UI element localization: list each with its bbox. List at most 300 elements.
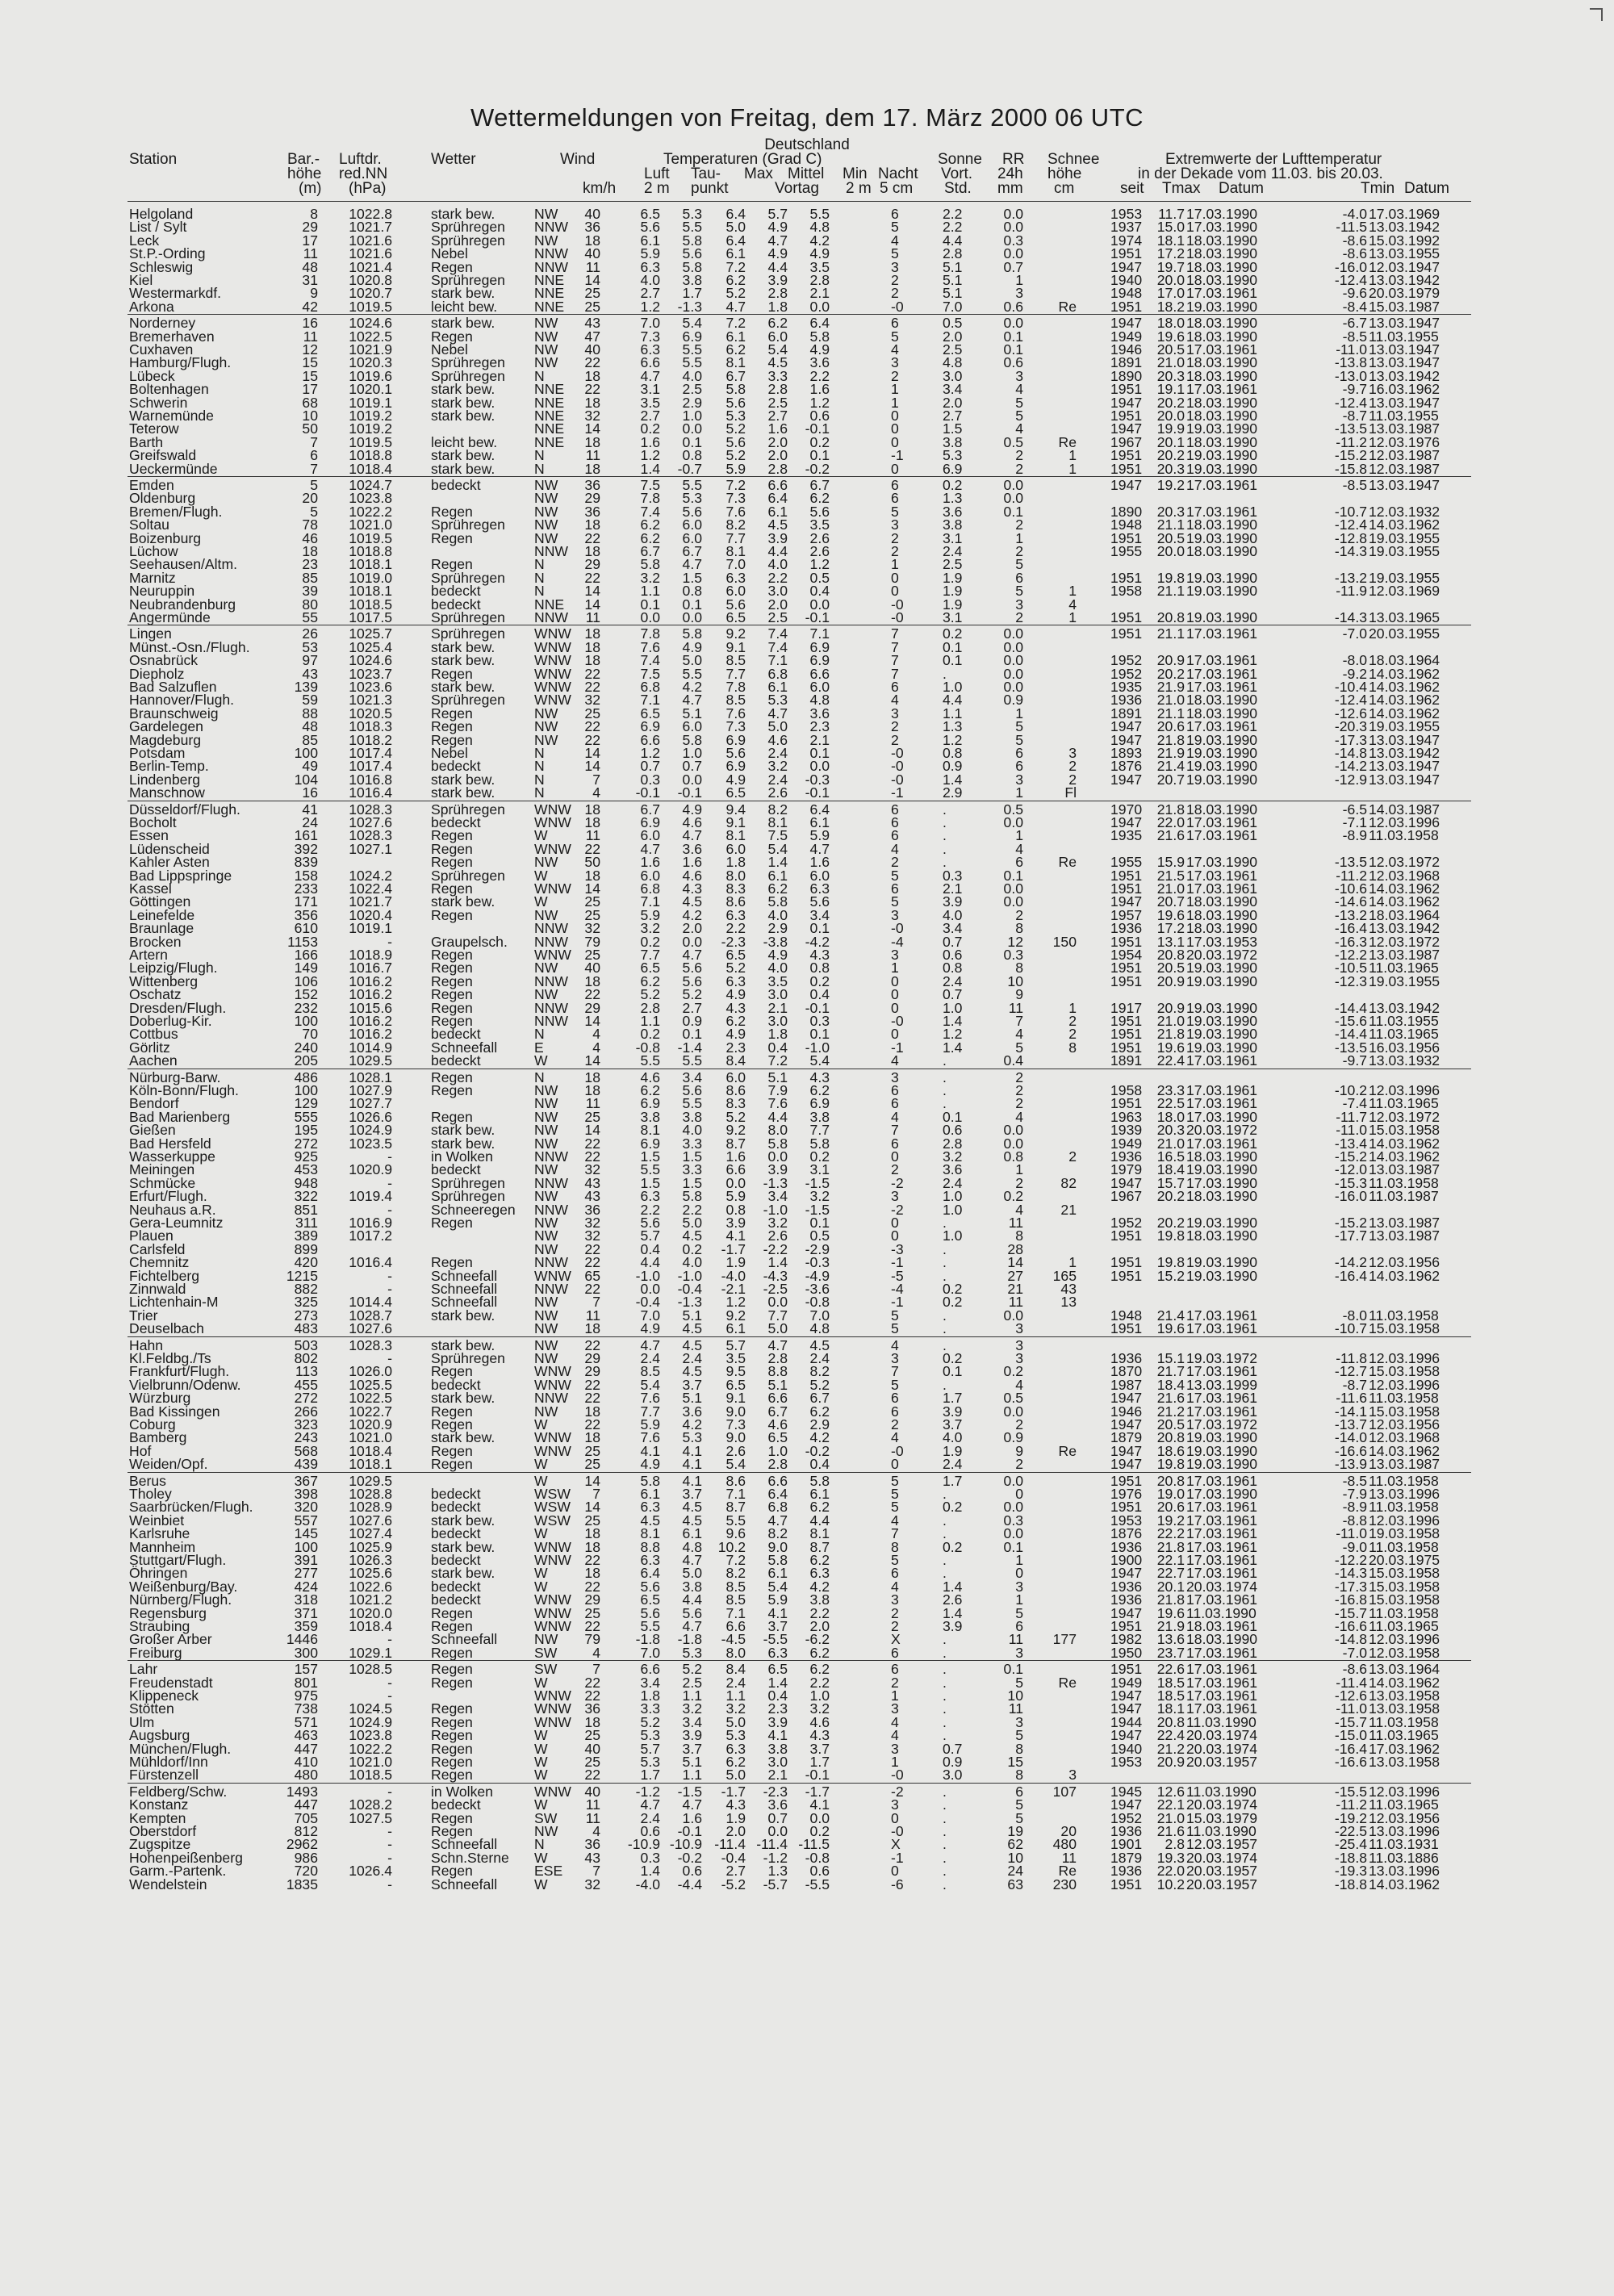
cell-tmax-date: 19.03.1990 [1186, 529, 1258, 546]
cell-temp-dew: 5.8 [682, 258, 702, 275]
cell-since-year: 1967 [1110, 1188, 1143, 1205]
table-row [0, 829, 1614, 842]
cell-temp-dew: 3.4 [682, 1713, 702, 1730]
cell-tmax-date: 17.03.1961 [1186, 1390, 1258, 1407]
cell-bar-height: 39 [302, 583, 318, 600]
cell-temp-night: 5 [891, 867, 899, 884]
cell-temp-min: 3.8 [809, 1108, 830, 1125]
cell-temp-air: 1.4 [640, 1863, 660, 1880]
cell-bar-height: 812 [294, 1823, 318, 1839]
cell-temp-max: 4.9 [725, 986, 746, 1003]
cell-tmin: -15.2 [1334, 447, 1367, 464]
cell-tmax-date: 13.03.1999 [1186, 1376, 1258, 1393]
cell-tmax: 21.0 [1156, 880, 1185, 897]
cell-station: Berus [129, 1472, 166, 1489]
cell-tmin: -16.6 [1334, 1618, 1367, 1634]
header-rr-1: RR [1002, 151, 1025, 168]
cell-sun: 3.4 [943, 381, 963, 398]
cell-tmax-date: 18.03.1990 [1186, 328, 1258, 345]
cell-temp-max: 9.0 [725, 1403, 746, 1420]
cell-wind-dir: WNW [534, 1376, 571, 1393]
cell-since-year: 1940 [1110, 272, 1143, 288]
cell-snow: 1 [1068, 609, 1077, 625]
cell-rain: 0.0 [1003, 1472, 1023, 1489]
cell-tmin-date: 13.03.1947 [1369, 315, 1440, 332]
cell-pressure: - [387, 1201, 392, 1218]
cell-temp-air: 7.0 [640, 1644, 660, 1661]
cell-temp-min: 4.7 [809, 840, 830, 857]
table-row [0, 1565, 1614, 1582]
cell-sun: 1.4 [943, 771, 963, 788]
cell-tmin-date: 11.03.1958 [1369, 1174, 1439, 1191]
cell-tmin: -13.5 [1334, 854, 1367, 871]
cell-wind-speed: 18 [584, 394, 600, 411]
cell-tmin: -11.0 [1336, 1525, 1367, 1542]
cell-temp-air: 7.6 [640, 1429, 660, 1446]
cell-station: Essen [129, 827, 169, 844]
cell-bar-height: 171 [294, 893, 318, 910]
cell-tmin: -11.2 [1336, 867, 1367, 884]
cell-since-year: 1890 [1110, 503, 1143, 520]
cell-rain: 5 [1015, 1727, 1023, 1744]
table-row [0, 422, 1614, 435]
cell-pressure: 1016.9 [349, 1215, 392, 1231]
cell-tmin: -14.1 [1334, 1403, 1367, 1420]
cell-wind-speed: 14 [584, 1052, 600, 1069]
cell-pressure: - [387, 1836, 392, 1853]
cell-temp-night: 5 [891, 328, 899, 345]
cell-station: Freiburg [129, 1644, 182, 1661]
cell-temp-max: 0.0 [725, 1174, 746, 1191]
cell-tmax-date: 19.03.1990 [1186, 1026, 1258, 1043]
cell-temp-dew: 6.0 [682, 516, 702, 533]
cell-temp-max: 6.3 [725, 1740, 746, 1757]
cell-tmin: -13.2 [1334, 569, 1367, 586]
cell-tmin-date: 12.03.1996 [1369, 1631, 1440, 1648]
cell-station: Görlitz [129, 1039, 170, 1056]
cell-station: Bad Salzuflen [129, 679, 217, 695]
cell-temp-dew: -4.4 [677, 1876, 702, 1892]
cell-since-year: 1951 [1110, 1876, 1143, 1892]
cell-tmin: -14.3 [1334, 609, 1367, 625]
cell-sun: 2.2 [943, 219, 963, 236]
cell-temp-air: -0.8 [635, 1039, 660, 1056]
cell-sun: 0.1 [943, 638, 963, 655]
cell-bar-height: 23 [302, 556, 318, 573]
cell-tmin: -8.5 [1342, 1472, 1367, 1489]
cell-temp-min: -1.0 [805, 1039, 830, 1056]
cell-temp-night: -6 [891, 1876, 904, 1892]
cell-wind-dir: W [534, 1740, 548, 1757]
cell-tmax-date: 20.03.1974 [1186, 1578, 1258, 1595]
cell-tmin-date: 12.03.1972 [1369, 1108, 1440, 1125]
cell-since-year: 1946 [1110, 341, 1143, 358]
cell-pressure: 1027.5 [349, 1809, 392, 1826]
cell-temp-min: 0.3 [809, 1013, 830, 1029]
cell-wind-speed: 22 [584, 1254, 600, 1271]
cell-sun: 2.5 [943, 341, 963, 358]
cell-tmax-date: 19.03.1972 [1186, 1350, 1258, 1366]
cell-tmin-date: 20.03.1975 [1369, 1552, 1440, 1568]
cell-pressure: 1019.2 [349, 420, 392, 437]
cell-wind-speed: 25 [584, 1604, 600, 1621]
cell-temp-air: 6.9 [640, 1095, 660, 1112]
cell-temp-dew: 3.2 [682, 1700, 702, 1717]
cell-bar-height: 1215 [286, 1267, 318, 1284]
header-sonne-1: Sonne [938, 151, 982, 168]
cell-pressure: 1024.5 [349, 1700, 392, 1717]
cell-pressure: 1029.5 [349, 1472, 392, 1489]
cell-temp-max: 1.8 [725, 854, 746, 871]
cell-since-year: 1891 [1110, 1052, 1143, 1069]
cell-temp-mean: 6.0 [767, 328, 788, 345]
cell-tmax: 15.7 [1156, 1174, 1185, 1191]
cell-snow: 20 [1060, 1823, 1077, 1839]
cell-bar-height: 240 [294, 1039, 318, 1056]
table-row [0, 449, 1614, 462]
cell-wind-dir: NNW [534, 609, 569, 625]
cell-wind-speed: 22 [584, 1135, 600, 1152]
cell-station: Würzburg [129, 1390, 191, 1407]
cell-tmax: 22.2 [1156, 1525, 1185, 1542]
cell-wind-dir: NNE [534, 381, 565, 398]
cell-temp-dew: 5.1 [682, 1307, 702, 1324]
cell-rain: 2 [1015, 1456, 1023, 1473]
cell-temp-max: 8.2 [725, 1565, 746, 1582]
cell-temp-min: 4.3 [809, 1069, 830, 1085]
cell-sun: 1.0 [943, 999, 963, 1016]
cell-pressure: 1024.9 [349, 1713, 392, 1730]
cell-temp-max: 2.3 [725, 1039, 746, 1056]
cell-temp-mean: 7.4 [767, 625, 788, 642]
cell-temp-min: -4.2 [805, 933, 830, 950]
cell-wind-speed: 18 [584, 1713, 600, 1730]
cell-tmax: 11.7 [1158, 206, 1185, 222]
cell-weather: Regen [431, 827, 473, 844]
cell-tmin: -14.2 [1334, 758, 1367, 775]
cell-tmax: 21.5 [1156, 867, 1185, 884]
cell-tmax: 21.9 [1156, 1618, 1185, 1634]
cell-temp-max: 6.7 [725, 367, 746, 384]
cell-since-year: 1951 [1110, 1013, 1143, 1029]
cell-tmax: 18.5 [1156, 1687, 1185, 1704]
cell-pressure: - [387, 1783, 392, 1800]
cell-temp-air: 0.3 [640, 771, 660, 788]
cell-temp-dew: 0.0 [682, 609, 702, 625]
cell-wind-speed: 18 [584, 972, 600, 989]
cell-rain: 0.0 [1003, 665, 1023, 682]
cell-temp-night: 3 [891, 1740, 899, 1757]
cell-temp-dew: -1.8 [677, 1631, 702, 1648]
cell-sun: 4.0 [943, 1429, 963, 1446]
cell-station: Oschatz [129, 986, 182, 1003]
cell-temp-dew: 5.8 [682, 1188, 702, 1205]
cell-temp-air: 7.4 [640, 503, 660, 520]
cell-weather: Regen [431, 854, 473, 871]
cell-temp-mean: 8.0 [767, 1122, 788, 1139]
cell-temp-min: 4.8 [809, 1320, 830, 1337]
cell-snow: 2 [1068, 771, 1077, 788]
cell-station: Lahr [129, 1661, 158, 1678]
cell-station: Berlin-Temp. [129, 758, 209, 775]
cell-rain: 0.3 [1003, 232, 1023, 249]
group-rule [128, 476, 1471, 477]
cell-temp-min: 0.0 [809, 758, 830, 775]
cell-rain: 3 [1015, 1350, 1023, 1366]
cell-temp-mean: 3.9 [767, 529, 788, 546]
cell-tmax: 20.7 [1156, 893, 1185, 910]
cell-temp-dew: 4.6 [682, 867, 702, 884]
cell-sun: 0.2 [943, 1538, 963, 1555]
cell-tmax-date: 17.03.1961 [1186, 341, 1258, 358]
cell-tmin-date: 13.03.1996 [1369, 1823, 1440, 1839]
cell-rain: 0.8 [1003, 1148, 1023, 1165]
cell-rain: 2 [1015, 447, 1023, 464]
cell-bar-height: 48 [302, 258, 318, 275]
cell-temp-min: 6.7 [809, 1390, 830, 1407]
header-schnee-2: höhe [1047, 165, 1082, 182]
cell-sun: 3.0 [943, 367, 963, 384]
cell-wind-dir: N [534, 758, 545, 775]
cell-tmin: -7.1 [1342, 814, 1367, 830]
cell-tmin-date: 13.03.1947 [1369, 341, 1440, 358]
corner-mark [1590, 8, 1603, 21]
cell-rain: 6 [1015, 758, 1023, 775]
cell-bar-height: 15 [302, 354, 318, 371]
cell-tmin: -11.6 [1336, 1390, 1367, 1407]
table-row [0, 219, 1614, 236]
cell-station: Göttingen [129, 893, 191, 910]
cell-snow: 82 [1060, 1174, 1077, 1191]
cell-temp-air: 1.2 [640, 745, 660, 761]
cell-tmax-date: 17.03.1990 [1186, 1486, 1258, 1502]
cell-temp-min: 0.1 [809, 920, 830, 937]
cell-pressure: 1027.6 [349, 1320, 392, 1337]
cell-temp-max: 6.6 [725, 1161, 746, 1178]
cell-tmax-date: 17.03.1961 [1186, 1700, 1258, 1717]
cell-tmax: 18.6 [1156, 1442, 1185, 1459]
cell-since-year: 1949 [1110, 1674, 1143, 1691]
cell-bar-height: 15 [302, 367, 318, 384]
cell-bar-height: 610 [294, 920, 318, 937]
cell-temp-dew: 0.0 [682, 771, 702, 788]
cell-rain: 0.1 [1003, 341, 1023, 358]
cell-tmin-date: 17.03.1969 [1369, 206, 1440, 222]
cell-weather: bedeckt [431, 1052, 481, 1069]
cell-weather: bedeckt [431, 1525, 481, 1542]
cell-wind-speed: 22 [584, 1618, 600, 1634]
cell-wind-speed: 25 [584, 1754, 600, 1770]
cell-since-year: 1958 [1110, 1082, 1143, 1098]
cell-weather: Regen [431, 1403, 473, 1420]
cell-temp-min: 3.4 [809, 906, 830, 923]
cell-bar-height: 106 [294, 972, 318, 989]
cell-temp-dew: -1.3 [677, 1294, 702, 1311]
table-row [0, 611, 1614, 624]
cell-since-year: 1951 [1110, 933, 1143, 950]
cell-tmin: -13.5 [1334, 420, 1367, 437]
cell-temp-air: -1.8 [635, 1631, 660, 1648]
cell-tmin-date: 13.03.1987 [1369, 1456, 1440, 1473]
cell-temp-mean: 4.1 [767, 1727, 788, 1744]
cell-rain: 0 [1015, 1486, 1023, 1502]
cell-tmin-date: 11.03.1958 [1369, 1307, 1439, 1324]
group-rule [128, 1660, 1471, 1661]
cell-station: Marnitz [129, 569, 176, 586]
cell-tmin-date: 15.03.1958 [1369, 1363, 1440, 1380]
cell-temp-dew: 1.5 [682, 1174, 702, 1191]
cell-tmax-date: 17.03.1961 [1186, 652, 1258, 669]
cell-rain: 2 [1015, 543, 1023, 559]
cell-tmax-date: 15.03.1979 [1186, 1809, 1258, 1826]
cell-temp-mean: 2.4 [767, 771, 788, 788]
cell-temp-mean: 4.5 [767, 354, 788, 371]
cell-sun: . [943, 1240, 947, 1257]
cell-weather: stark bew. [431, 638, 495, 655]
cell-weather: stark bew. [431, 1512, 495, 1529]
cell-bar-height: 55 [302, 609, 318, 625]
cell-tmin: -8.7 [1342, 408, 1367, 424]
cell-temp-night: 7 [891, 638, 899, 655]
cell-since-year: 1947 [1110, 1796, 1143, 1813]
cell-wind-speed: 18 [584, 652, 600, 669]
cell-wind-speed: 7 [592, 1661, 600, 1678]
cell-temp-dew: 0.2 [682, 1240, 702, 1257]
cell-rain: 0.0 [1003, 679, 1023, 695]
cell-tmax: 21.7 [1156, 1363, 1185, 1380]
cell-bar-height: 17 [302, 232, 318, 249]
cell-weather: Regen [431, 1069, 473, 1085]
cell-tmin: -8.6 [1342, 245, 1367, 262]
header-extrem-seit: seit [1120, 180, 1144, 197]
cell-temp-min: 7.7 [809, 1122, 830, 1139]
cell-tmin: -9.2 [1342, 665, 1367, 682]
cell-temp-max: 6.2 [725, 272, 746, 288]
cell-weather: in Wolken [431, 1783, 493, 1800]
cell-tmax: 22.4 [1156, 1727, 1185, 1744]
cell-wind-dir: WNW [534, 1429, 571, 1446]
cell-tmin-date: 11.03.1965 [1369, 1095, 1439, 1112]
cell-bar-height: 9 [310, 285, 318, 302]
cell-since-year: 1940 [1110, 1740, 1143, 1757]
cell-weather: Regen [431, 731, 473, 748]
cell-bar-height: 243 [294, 1429, 318, 1446]
cell-temp-max: 8.6 [725, 1082, 746, 1098]
cell-weather: Regen [431, 1809, 473, 1826]
cell-rain: 12 [1007, 933, 1023, 950]
cell-tmax: 19.6 [1156, 1320, 1185, 1337]
cell-temp-dew: 5.4 [682, 315, 702, 332]
cell-temp-max: 9.5 [725, 1363, 746, 1380]
cell-station: Lingen [129, 625, 172, 642]
cell-tmax-date: 18.03.1990 [1186, 705, 1258, 721]
cell-bar-height: 311 [295, 1215, 318, 1231]
cell-temp-air: 6.3 [640, 341, 660, 358]
cell-wind-speed: 36 [584, 477, 600, 493]
cell-temp-night: 1 [891, 1687, 899, 1704]
cell-temp-dew: 5.3 [682, 1644, 702, 1661]
cell-temp-mean: 4.9 [767, 245, 788, 262]
cell-temp-max: -5.2 [721, 1876, 746, 1892]
cell-temp-dew: 2.7 [682, 999, 702, 1016]
cell-since-year: 1876 [1110, 1525, 1143, 1542]
cell-temp-air: 5.7 [640, 1740, 660, 1757]
header-rule [128, 201, 1471, 202]
cell-temp-min: 4.8 [809, 219, 830, 236]
cell-since-year: 1947 [1110, 718, 1143, 735]
cell-since-year: 1876 [1110, 758, 1143, 775]
cell-temp-min: 5.5 [809, 206, 830, 222]
cell-temp-dew: 5.5 [682, 1095, 702, 1112]
cell-tmax: 15.2 [1156, 1267, 1185, 1284]
cell-temp-air: 6.3 [640, 1499, 660, 1516]
cell-bar-height: 42 [302, 298, 318, 315]
cell-temp-night: -0 [891, 1013, 904, 1029]
cell-temp-mean: 0.4 [767, 1039, 788, 1056]
cell-station: Kl.Feldbg./Ts [129, 1350, 211, 1366]
cell-pressure: 1021.0 [349, 1429, 392, 1446]
cell-temp-air: 5.2 [640, 986, 660, 1003]
page-title: Wettermeldungen von Freitag, dem 17. März 2000 06 UTC [470, 103, 1144, 132]
cell-pressure: 1025.5 [349, 1376, 392, 1393]
cell-station: Cottbus [129, 1026, 178, 1043]
cell-wind-speed: 18 [584, 1320, 600, 1337]
cell-wind-speed: 40 [584, 206, 600, 222]
cell-station: Norderney [129, 315, 196, 332]
cell-station: Nürburg-Barw. [129, 1069, 221, 1085]
cell-temp-max: 5.3 [725, 408, 746, 424]
cell-temp-night: 1 [891, 1754, 899, 1770]
cell-temp-max: -1.7 [721, 1783, 746, 1800]
cell-station: Manschnow [129, 784, 205, 801]
cell-tmin: -16.6 [1334, 1442, 1367, 1459]
cell-snow: Re [1058, 298, 1077, 315]
cell-pressure: 1026.3 [349, 1552, 392, 1568]
cell-pressure: 1021.7 [349, 893, 392, 910]
cell-weather: bedeckt [431, 1591, 481, 1608]
cell-sun: . [943, 1823, 947, 1839]
cell-sun: . [943, 1052, 947, 1069]
cell-since-year: 1951 [1110, 867, 1143, 884]
cell-temp-night: 0 [891, 460, 899, 477]
cell-tmin: -14.4 [1334, 999, 1367, 1016]
cell-weather: Regen [431, 986, 473, 1003]
table-row [0, 356, 1614, 369]
cell-snow: 480 [1052, 1836, 1077, 1853]
cell-temp-max: -2.1 [721, 1281, 746, 1297]
cell-sun: 1.4 [943, 1039, 963, 1056]
cell-tmax-date: 17.03.1961 [1186, 1687, 1258, 1704]
cell-pressure: 1018.1 [349, 1456, 392, 1473]
cell-snow: 2 [1068, 1013, 1077, 1029]
cell-temp-air: 6.6 [640, 731, 660, 748]
cell-rain: 5 [1015, 731, 1023, 748]
cell-sun: 3.8 [943, 516, 963, 533]
cell-wind-speed: 18 [584, 1082, 600, 1098]
cell-temp-mean: 4.9 [767, 947, 788, 963]
cell-temp-night: 0 [891, 433, 899, 450]
cell-temp-air: 5.8 [640, 556, 660, 573]
cell-temp-max: 7.8 [725, 679, 746, 695]
cell-wind-dir: NW [534, 516, 558, 533]
cell-rain: 1 [1015, 529, 1023, 546]
cell-temp-dew: 5.6 [682, 972, 702, 989]
cell-temp-mean: 5.8 [767, 893, 788, 910]
cell-rain: 9 [1015, 1442, 1023, 1459]
cell-pressure: 1025.4 [349, 638, 392, 655]
cell-sun: 0.7 [943, 933, 963, 950]
cell-weather: Regen [431, 1416, 473, 1432]
